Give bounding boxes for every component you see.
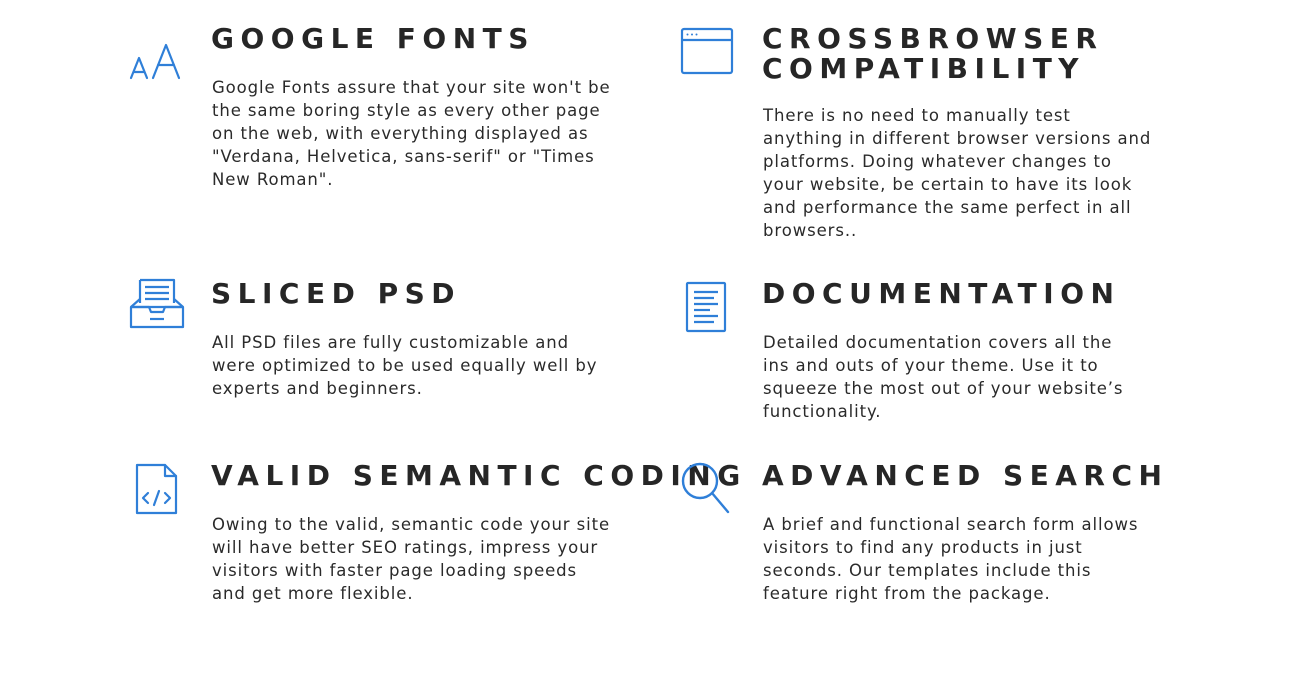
feature-title: GOOGLE FONTS: [211, 22, 535, 55]
feature-crossbrowser-compatibility: [680, 22, 1180, 240]
code-file-icon: [129, 463, 185, 519]
feature-sliced-psd: [129, 277, 609, 407]
font-size-icon: [129, 32, 185, 88]
feature-description: Owing to the valid, semantic code your site will have better SEO ratings, impress your visitors with faster page loading speeds and get more flexible.: [212, 515, 611, 603]
feature-advanced-search: [680, 459, 1180, 603]
feature-description: There is no need to manually test anything in different browser versions and platforms. Doing whatever changes to your website, be certain to have its look and performance the same perfect in all browsers..: [763, 106, 1152, 240]
feature-description: Google Fonts assure that your site won't be the same boring style as every other page on the web, with everything displayed as "Verdana, Helvetica, sans-serif" or "Times New Roman".: [212, 78, 611, 189]
feature-google-fonts: [129, 22, 611, 189]
feature-title: DOCUMENTATION: [762, 277, 1121, 310]
feature-description: All PSD files are fully customizable and were optimized to be used equally well by experts and beginners.: [212, 333, 598, 398]
feature-title: ADVANCED SEARCH: [762, 459, 1169, 492]
browser-window-icon: [680, 26, 736, 82]
feature-description: A brief and functional search form allows visitors to find any products in just seconds. Our templates include this feature right from the package.: [763, 515, 1139, 603]
feature-description: Detailed documentation covers all the ins and outs of your theme. Use it to squeeze the most out of your website’s functionality.: [763, 333, 1124, 421]
feature-valid-semantic-coding: [129, 459, 747, 603]
feature-title: SLICED PSD: [211, 277, 462, 310]
inbox-tray-icon: [129, 277, 185, 333]
feature-title: VALID SEMANTIC CODING: [211, 459, 747, 492]
feature-title-line-1: CROSSBROWSER: [762, 22, 1104, 55]
search-icon: [680, 461, 736, 517]
document-icon: [680, 281, 736, 337]
feature-documentation: [680, 277, 1180, 421]
feature-title-line-2: COMPATIBILITY: [762, 52, 1086, 85]
